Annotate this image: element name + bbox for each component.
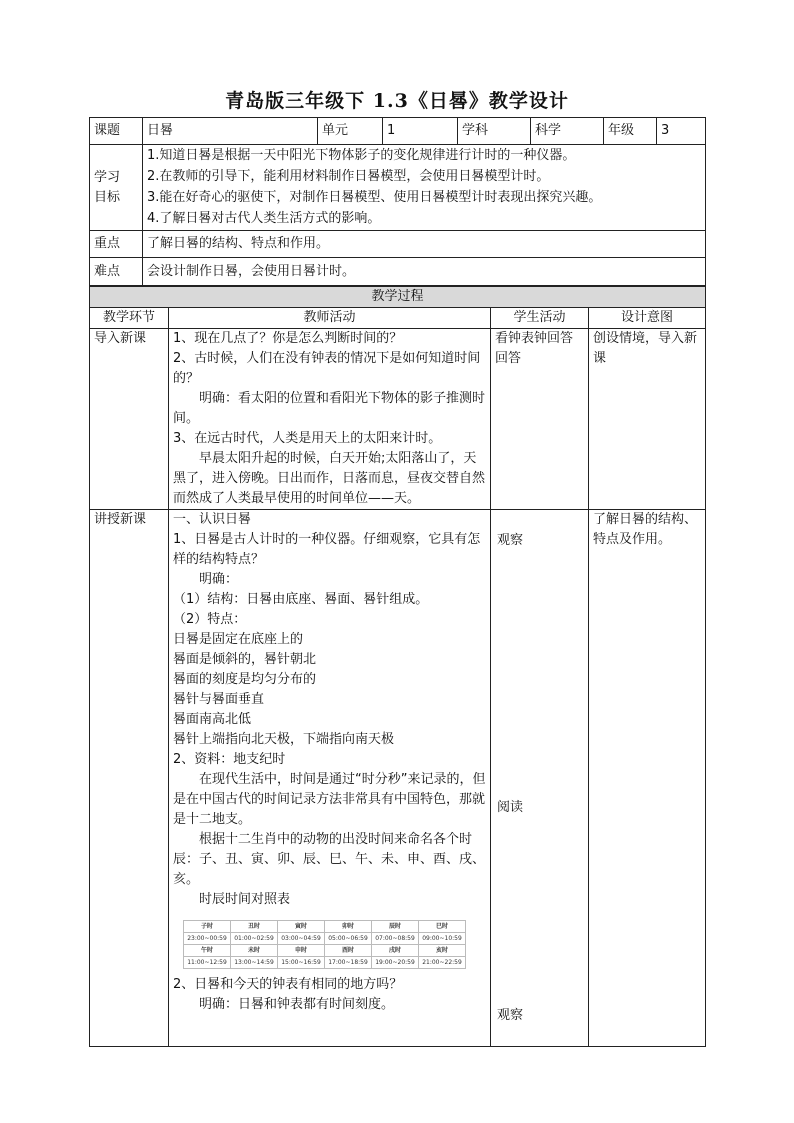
teacher-line: 晷针与晷面垂直: [173, 692, 265, 707]
teacher-line: 时辰时间对照表: [199, 892, 291, 907]
period-time: 21:00~22:59: [419, 957, 466, 969]
goals-label-line1: 学习: [94, 169, 121, 185]
time-period-table: [183, 920, 466, 969]
period-name: 辰时: [372, 921, 419, 933]
unit-label: 单元: [318, 118, 383, 145]
goals-label: [90, 145, 143, 231]
teacher-line: 日晷是固定在底座上的: [173, 632, 304, 647]
period-time: 09:00~10:59: [419, 933, 466, 945]
design-intent-intro: 创设情境，导入新课: [589, 329, 706, 510]
period-time: 19:00~20:59: [372, 957, 419, 969]
grade-value: 3: [657, 118, 706, 145]
period-time: 05:00~06:59: [325, 933, 372, 945]
goals-list: [143, 145, 706, 231]
goal-item: 1.知道日晷是根据一天中阳光下物体影子的变化规律进行计时的一种仪器。: [147, 148, 576, 163]
period-name: 亥时: [419, 945, 466, 957]
unit-value: 1: [383, 118, 458, 145]
teacher-line: 1、日晷是古人计时的一种仪器。仔细观察，它具有怎样的结构特点？: [173, 532, 481, 567]
teacher-line: 早晨太阳升起的时候，白天开始;太阳落山了，天黑了，进入傍晚。日出而作，日落而息，昼夜交替自然而然成了人类最早使用的时间单位——天。: [173, 451, 486, 506]
teacher-line: 晷面是倾斜的，晷针朝北: [173, 652, 317, 667]
difficult-point-text: 会设计制作日晷，会使用日晷计时。: [143, 258, 706, 286]
column-header-teacher: 教师活动: [169, 308, 491, 329]
goals-label-line2: 目标: [94, 189, 121, 205]
teacher-activity-intro: [169, 329, 491, 510]
student-observe-2: 观察: [497, 1008, 524, 1023]
student-activity-intro: 看钟表钟回答回答: [491, 329, 589, 510]
teacher-line: 晷针上端指向北天极，下端指向南天极: [173, 732, 395, 747]
period-name: 酉时: [325, 945, 372, 957]
goal-item: 3.能在好奇心的驱使下，对制作日晷模型、使用日晷模型计时表现出探究兴趣。: [147, 190, 602, 205]
teacher-line: 晷面南高北低: [173, 712, 252, 727]
teacher-line: 1、现在几点了？你是怎么判断时间的？: [173, 331, 403, 346]
document-title: 青岛版三年级下 1.3《日晷》教学设计: [225, 90, 569, 112]
lesson-value: 日晷: [143, 118, 318, 145]
teacher-line: 在现代生活中，时间是通过“时分秒”来记录的，但是在中国古代的时间记录方法非常具有中国特色，那就是十二地支。: [173, 772, 486, 827]
period-time: 01:00~02:59: [231, 933, 278, 945]
stage-new-lesson: 讲授新课: [90, 510, 169, 1047]
teaching-process-table: [89, 286, 706, 1047]
stage-intro: 导入新课: [90, 329, 169, 510]
subject-label: 学科: [458, 118, 531, 145]
teacher-line: 明确：: [199, 572, 239, 587]
lesson-label: 课题: [90, 118, 143, 145]
period-time: 17:00~18:59: [325, 957, 372, 969]
grade-label: 年级: [604, 118, 657, 145]
teacher-line: （1）结构：日晷由底座、晷面、晷针组成。: [173, 592, 429, 607]
column-header-stage: 教学环节: [90, 308, 169, 329]
period-name: 巳时: [419, 921, 466, 933]
key-point-text: 了解日晷的结构、特点和作用。: [143, 231, 706, 258]
key-point-label: 重点: [90, 231, 143, 258]
teacher-line: 2、古时候，人们在没有钟表的情况下是如何知道时间的？: [173, 351, 481, 386]
goal-item: 4.了解日晷对古代人类生活方式的影响。: [147, 211, 381, 226]
process-heading: 教学过程: [90, 287, 706, 308]
teacher-line: 明确：日晷和钟表都有时间刻度。: [199, 997, 395, 1012]
period-name: 午时: [184, 945, 231, 957]
period-name: 申时: [278, 945, 325, 957]
difficult-point-label: 难点: [90, 258, 143, 286]
teacher-line: （2）特点：: [173, 612, 247, 627]
period-name: 丑时: [231, 921, 278, 933]
column-header-student: 学生活动: [491, 308, 589, 329]
period-name: 卯时: [325, 921, 372, 933]
column-header-intent: 设计意图: [589, 308, 706, 329]
period-name: 寅时: [278, 921, 325, 933]
period-name: 戌时: [372, 945, 419, 957]
teacher-line: 2、资料：地支纪时: [173, 752, 286, 767]
teacher-line: 3、在远古时代，人类是用天上的太阳来计时。: [173, 431, 442, 446]
period-name: 子时: [184, 921, 231, 933]
period-time: 13:00~14:59: [231, 957, 278, 969]
teacher-line: 晷面的刻度是均匀分布的: [173, 672, 317, 687]
teacher-line: 一、认识日晷: [173, 512, 252, 527]
period-time: 11:00~12:59: [184, 957, 231, 969]
teacher-activity-new-lesson: [169, 510, 491, 1047]
design-intent-new-lesson: 了解日晷的结构、特点及作用。: [589, 510, 706, 1047]
student-read: 阅读: [497, 800, 524, 815]
teacher-line: 明确：看太阳的位置和看阳光下物体的影子推测时间。: [173, 391, 486, 426]
subject-value: 科学: [531, 118, 604, 145]
student-observe-1: 观察: [497, 533, 524, 548]
teacher-line: 2、日晷和今天的钟表有相同的地方吗？: [173, 977, 403, 992]
period-name: 未时: [231, 945, 278, 957]
lesson-info-table: [89, 117, 706, 286]
period-time: 03:00~04:59: [278, 933, 325, 945]
teacher-line: 根据十二生肖中的动物的出没时间来命名各个时辰：子、丑、寅、卯、辰、巳、午、未、申、酉、戌、亥。: [173, 832, 486, 887]
student-activity-new-lesson: [491, 510, 589, 1047]
goal-item: 2.在教师的引导下，能利用材料制作日晷模型，会使用日晷模型计时。: [147, 169, 550, 184]
period-time: 23:00~00:59: [184, 933, 231, 945]
period-time: 07:00~08:59: [372, 933, 419, 945]
period-time: 15:00~16:59: [278, 957, 325, 969]
